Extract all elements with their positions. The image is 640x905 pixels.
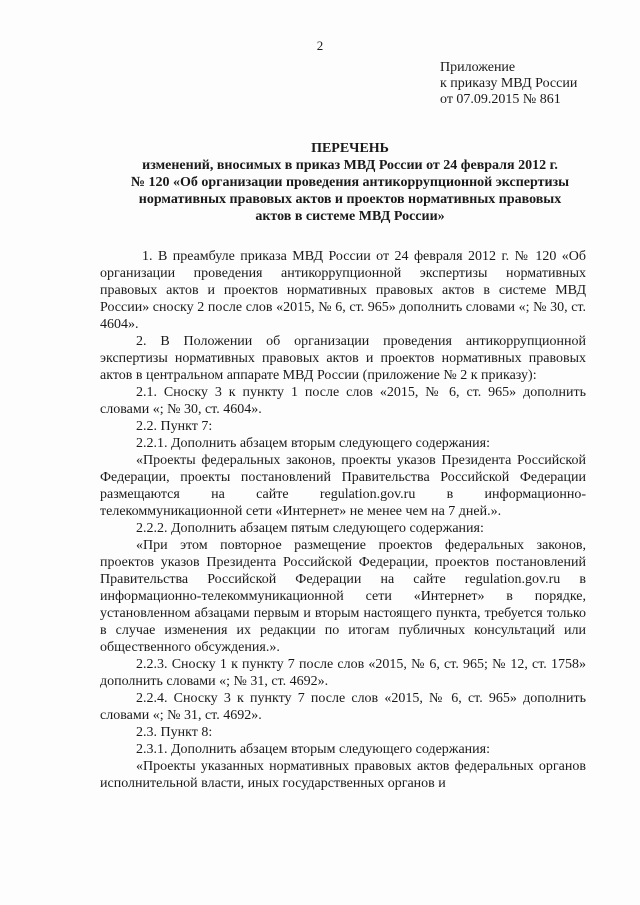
quote-paragraph: «Проекты указанных нормативных правовых актов федеральных органов исполнительной власти, иных государственных органов и <box>100 759 586 791</box>
paragraph-2-2-3: 2.2.3. Сноску 1 к пункту 7 после слов «2015, № 6, ст. 965; № 12, ст. 1758» дополнить словами «; № 31, ст. 4692». <box>100 657 586 689</box>
appendix-line: к приказу МВД России <box>440 76 578 91</box>
paragraph-2-2: 2.2. Пункт 7: <box>136 419 213 434</box>
title-heading: ПЕРЕЧЕНЬ <box>311 141 389 156</box>
title-line: № 120 «Об организации проведения антикоррупционной экспертизы <box>130 175 570 190</box>
appendix-line: от 07.09.2015 № 861 <box>440 92 561 107</box>
quote-paragraph: «При этом повторное размещение проектов федеральных законов, проектов указов Президента Российской Федерации, проектов постановлений Правительства Российской Федерации на сайте regulation.gov.ru в информационно-телекоммуникационной сети «Интернет» в порядке, установленном абзацами первым и вторым настоящего пункта, требуется только в случае изменения их редакции по итогам публичных консультаций или общественного обсуждения.». <box>100 538 586 655</box>
document-body <box>100 248 586 792</box>
paragraph-2-1: 2.1. Сноску 3 к пункту 1 после слов «2015, № 6, ст. 965» дополнить словами «; № 30, ст. 4604». <box>100 385 586 417</box>
appendix-line: Приложение <box>440 60 516 75</box>
title-line: изменений, вносимых в приказ МВД России от 24 февраля 2012 г. <box>142 158 558 173</box>
paragraph-2-3-1: 2.3.1. Дополнить абзацем вторым следующего содержания: <box>136 742 490 757</box>
paragraph-2: 2. В Положении об организации проведения антикоррупционной экспертизы нормативных правовых актов и проектов нормативных правовых актов в центральном аппарате МВД России (приложение № 2 к приказу): <box>100 334 586 383</box>
document-title <box>100 140 600 225</box>
paragraph-2-3: 2.3. Пункт 8: <box>136 725 213 740</box>
paragraph-2-2-2: 2.2.2. Дополнить абзацем пятым следующего содержания: <box>136 521 484 536</box>
page-number: 2 <box>316 38 324 53</box>
paragraph-2-2-4: 2.2.4. Сноску 3 к пункту 7 после слов «2015, № 6, ст. 965» дополнить словами «; № 31, ст. 4692». <box>100 691 586 723</box>
title-line: актов в системе МВД России» <box>255 209 445 224</box>
paragraph-1: 1. В преамбуле приказа МВД России от 24 февраля 2012 г. № 120 «Об организации проведения антикоррупционной экспертизы нормативных правовых актов и проектов нормативных правовых актов в системе МВД России» сноску 2 после слов «2015, № 6, ст. 965» дополнить словами «; № 30, ст. 4604». <box>100 249 586 332</box>
title-line: нормативных правовых актов и проектов нормативных правовых <box>138 192 562 207</box>
appendix-reference <box>440 60 577 108</box>
paragraph-2-2-1: 2.2.1. Дополнить абзацем вторым следующего содержания: <box>136 436 490 451</box>
quote-paragraph: «Проекты федеральных законов, проекты указов Президента Российской Федерации, проекты постановлений Правительства Российской Федерации размещаются на сайте regulation.gov.ru в информационно-телекоммуникационной сети «Интернет» не менее чем на 7 дней.». <box>100 453 586 519</box>
